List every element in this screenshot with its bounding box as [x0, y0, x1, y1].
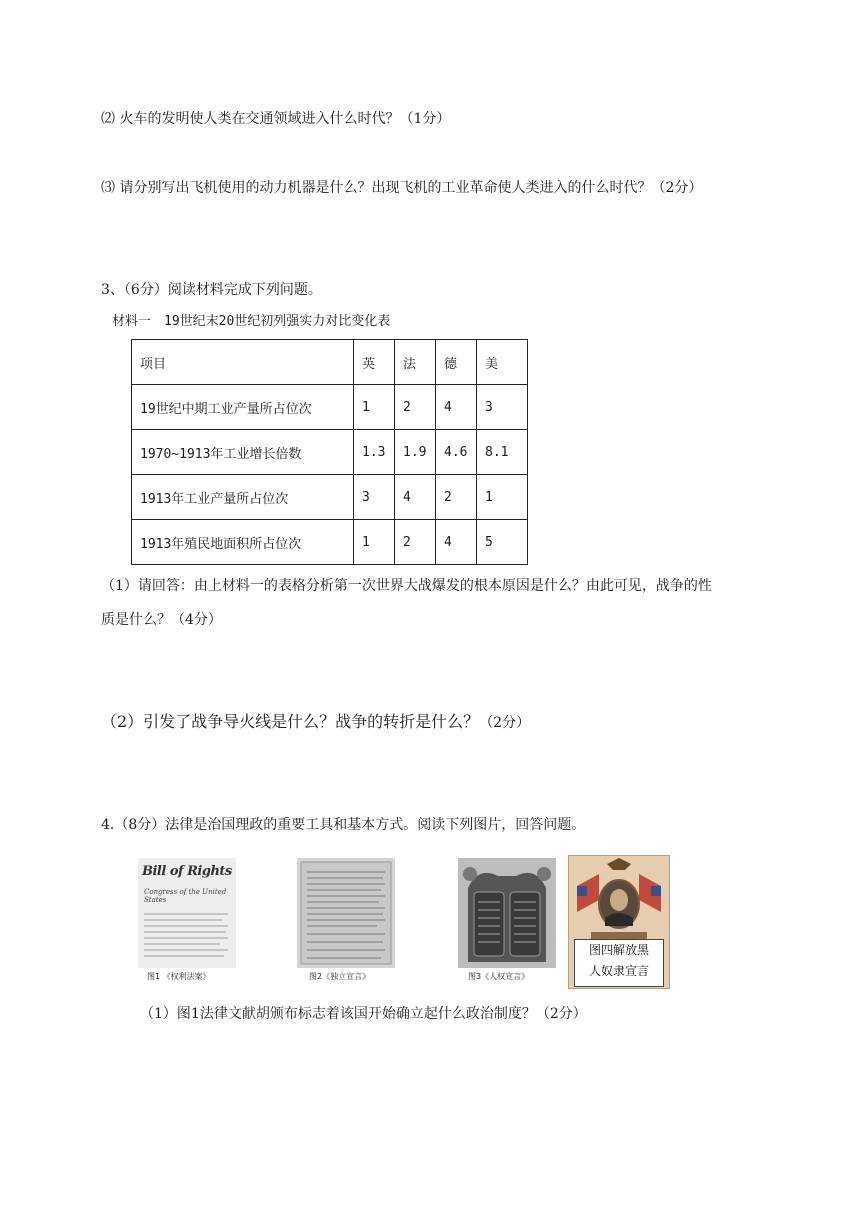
table-cell: 1.9 [395, 430, 436, 475]
table-cell: 2 [436, 475, 477, 520]
table-header-cell: 英 [354, 340, 395, 385]
table-header-cell: 法 [395, 340, 436, 385]
table-header-row [132, 340, 528, 385]
figure-1-caption: 图1 《权利法案》 [147, 972, 211, 981]
table-cell: 1 [354, 520, 395, 565]
table-cell: 19世纪中期工业产量所占位次 [132, 385, 354, 430]
figure-4-label-box [574, 939, 664, 987]
table-cell: 1913年工业产量所占位次 [132, 475, 354, 520]
table-cell: 4 [436, 520, 477, 565]
table-cell: 1 [477, 475, 528, 520]
table-cell: 4 [436, 385, 477, 430]
q4-heading: 4.（8分）法律是治国理政的重要工具和基本方式。阅读下列图片，回答问题。 [101, 817, 586, 833]
figure-4-label-line2: 人奴隶宣言 [588, 964, 649, 978]
table-row [132, 385, 528, 430]
table-header-cell: 美 [477, 340, 528, 385]
table-cell: 1.3 [354, 430, 395, 475]
figure-1-subtitle: Congress of the United States [144, 888, 227, 904]
table-header-cell: 项目 [132, 340, 354, 385]
figure-3-rights-of-man [458, 858, 556, 968]
document-scan [297, 858, 395, 968]
q4-sub1: （1）图1法律文献胡颁布标志着该国开始确立起什么政治制度？（2分） [140, 1006, 587, 1022]
q2-part3: ⑶ 请分别写出飞机使用的动力机器是什么？出现飞机的工业革命使人类进入的什么时代？（2分） [101, 180, 703, 196]
table-cell: 4.6 [436, 430, 477, 475]
comparison-table [131, 339, 528, 565]
table-row [132, 430, 528, 475]
table-cell: 2 [395, 520, 436, 565]
table-cell: 3 [354, 475, 395, 520]
table-row [132, 520, 528, 565]
table-cell: 8.1 [477, 430, 528, 475]
table-header-cell: 德 [436, 340, 477, 385]
material-title: 材料一 19世纪末20世纪初列强实力对比变化表 [112, 314, 391, 329]
document-text-lines [142, 910, 232, 964]
q3-sub1-line1: （1）请回答：由上材料一的表格分析第一次世界大战爆发的根本原因是什么？由此可见，战争的性 [101, 578, 712, 594]
figure-1-bill-of-rights [138, 858, 236, 968]
figure-3-caption: 图3《人权宣言》 [468, 972, 530, 981]
table-cell: 4 [395, 475, 436, 520]
q2-part2: ⑵ 火车的发明使人类在交通领域进入什么时代？（1分） [101, 111, 451, 127]
figure-4-emancipation-proclamation [568, 855, 670, 989]
table-cell: 2 [395, 385, 436, 430]
table-cell: 1913年殖民地面积所占位次 [132, 520, 354, 565]
table-cell: 3 [477, 385, 528, 430]
q3-sub1-line2: 质是什么？（4分） [101, 612, 222, 628]
q3-sub2: （2）引发了战争导火线是什么？战争的转折是什么？ [101, 712, 480, 731]
table-cell: 1970~1913年工业增长倍数 [132, 430, 354, 475]
figure-2-caption: 图2《独立宣言》 [309, 972, 371, 981]
table-cell: 1 [354, 385, 395, 430]
figure-1-title: Bill of Rights [142, 864, 232, 879]
figure-4-label-line1: 图四解放黑 [588, 943, 649, 957]
q3-heading: 3、（6分）阅读材料完成下列问题。 [101, 282, 322, 298]
table-row [132, 475, 528, 520]
figure-2-declaration-of-independence [297, 858, 395, 968]
tablet-illustration [458, 858, 556, 968]
table-cell: 5 [477, 520, 528, 565]
q3-sub2-score: （2分） [479, 715, 531, 731]
